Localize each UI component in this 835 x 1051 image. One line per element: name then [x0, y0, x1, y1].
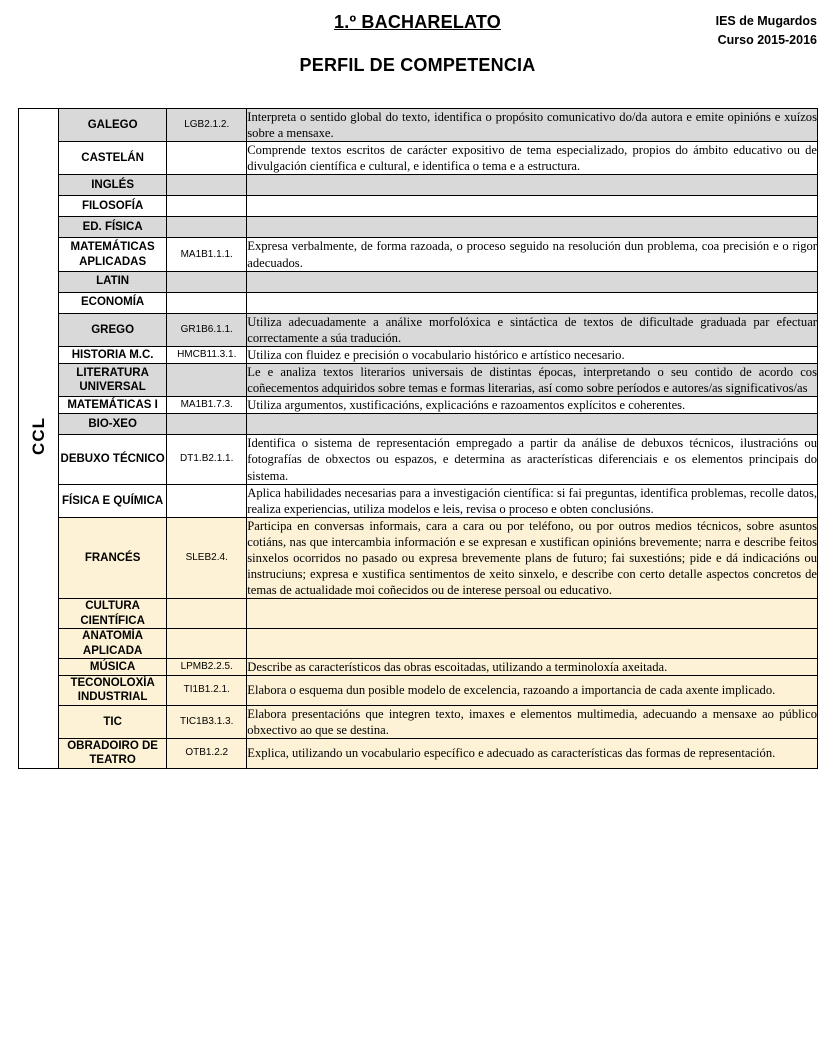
descriptor-cell: Utiliza argumentos, xustificacións, explicacións e razoamentos explícitos e coherentes.	[247, 397, 818, 414]
standard-code-cell: MA1B1.1.1.	[167, 238, 247, 271]
subject-cell: DEBUXO TÉCNICO	[59, 435, 167, 484]
standard-code-cell	[167, 484, 247, 517]
subject-cell: ECONOMÍA	[59, 292, 167, 313]
descriptor-cell: Describe as característicos das obras escoitadas, utilizando a terminoloxía axeitada.	[247, 658, 818, 675]
document-header	[0, 0, 835, 96]
descriptor-cell: Elabora o esquema dun posible modelo de excelencia, razoando a importancia de cada axente implicado.	[247, 676, 818, 706]
table-row	[19, 599, 818, 629]
table-row	[19, 517, 818, 599]
subject-cell: MÚSICA	[59, 658, 167, 675]
table-row	[19, 292, 818, 313]
standard-code-cell: HMCB11.3.1.	[167, 346, 247, 363]
table-row	[19, 346, 818, 363]
table-row	[19, 629, 818, 659]
subject-cell: GALEGO	[59, 109, 167, 142]
subject-cell: GREGO	[59, 313, 167, 346]
subject-cell: FÍSICA E QUÍMICA	[59, 484, 167, 517]
table-row	[19, 363, 818, 396]
standard-code-cell: GR1B6.1.1.	[167, 313, 247, 346]
standard-code-cell: TIC1B3.1.3.	[167, 705, 247, 738]
subject-cell: FILOSOFÍA	[59, 196, 167, 217]
descriptor-cell: Participa en conversas informais, cara a cara ou por teléfono, ou por outros medios técnicos, sobre asuntos cotiáns, nas que intercambia información e se expresan e xustifican opinións brevemente; narra e describe feitos sinxelos ocorridos no pasado ou expresa brevemente plans de futuro; fai suxestións; pide e dá indicacións ou instruciuns; expresa e xustifica sentimentos de xeito sinxelo, e describe con certo detalle aspectos concretos de temas de actualidade moi coñecidos ou de interese persoal ou educativo.	[247, 518, 817, 598]
subject-cell: ANATOMÍA APLICADA	[59, 629, 167, 659]
standard-code-cell	[167, 142, 247, 175]
standard-code-cell: OTB1.2.2	[167, 738, 247, 768]
standard-code-cell	[167, 414, 247, 435]
subject-cell: CULTURA CIENTÍFICA	[59, 599, 167, 629]
standard-code-cell	[167, 271, 247, 292]
subject-cell: ED. FÍSICA	[59, 217, 167, 238]
school-course: Curso 2015-2016	[717, 33, 817, 48]
subject-cell: FRANCÉS	[59, 517, 167, 599]
subject-cell: CASTELÁN	[59, 142, 167, 175]
descriptor-cell	[247, 196, 818, 217]
descriptor-cell: Expresa verbalmente, de forma razoada, o proceso seguido na resolución dun problema, coa precisión e o rigor adecuados.	[247, 239, 817, 270]
table-row	[19, 313, 818, 346]
descriptor-cell	[247, 599, 818, 629]
descriptor-cell: Le e analiza textos literarios universais de distintas épocas, interpretando o seu contido de acordo cos coñecementos adquiridos sobre temas e formas literarias, así como sobre períodos e autores/as significativos/as	[247, 364, 817, 396]
table-row	[19, 676, 818, 706]
competence-table	[18, 108, 818, 769]
subject-cell: MATEMÁTICAS I	[59, 397, 167, 414]
document-level	[0, 12, 835, 33]
subject-cell: BIO-XEO	[59, 414, 167, 435]
table-row	[19, 217, 818, 238]
standard-code-cell: LPMB2.2.5.	[167, 658, 247, 675]
page-title: PERFIL DE COMPETENCIA	[299, 55, 536, 75]
subject-cell: HISTORIA M.C.	[59, 346, 167, 363]
descriptor-cell: Comprende textos escritos de carácter expositivo de tema especializado, propios do ámbito educativo ou de divulgación científica e cultural, e identifica o tema e a estructura.	[247, 143, 817, 174]
table-row	[19, 142, 818, 175]
standard-code-cell: SLEB2.4.	[167, 517, 247, 599]
subject-cell: OBRADOIRO DE TEATRO	[59, 738, 167, 768]
standard-code-cell	[167, 629, 247, 659]
descriptor-cell	[247, 217, 818, 238]
table-row	[19, 738, 818, 768]
subject-cell: INGLÉS	[59, 175, 167, 196]
descriptor-cell: Interpreta o sentido global do texto, identifica o propósito comunicativo do/da autora e emite opinións e xuízos sobre a mensaxe.	[247, 110, 817, 141]
subject-cell: TECONOLOXÍA INDUSTRIAL	[59, 676, 167, 706]
subject-cell: TIC	[59, 705, 167, 738]
descriptor-cell: Explica, utilizando un vocabulario específico e adecuado as características das formas de representación.	[247, 738, 818, 768]
table-row	[19, 271, 818, 292]
table-row	[19, 238, 818, 271]
subject-cell: MATEMÁTICAS APLICADAS	[59, 238, 167, 271]
standard-code-cell	[167, 363, 247, 396]
descriptor-cell	[247, 175, 818, 196]
competence-cell	[19, 109, 59, 769]
table-row	[19, 435, 818, 484]
descriptor-cell	[247, 271, 818, 292]
standard-code-cell: MA1B1.7.3.	[167, 397, 247, 414]
table-row	[19, 397, 818, 414]
standard-code-cell	[167, 292, 247, 313]
table-row	[19, 484, 818, 517]
standard-code-cell	[167, 196, 247, 217]
descriptor-cell: Utiliza adecuadamente a análixe morfolóxica e sintáctica de textos de dificultade graduada par efectuar correctamente a súa tradución.	[247, 314, 817, 345]
table-row	[19, 414, 818, 435]
table-row	[19, 658, 818, 675]
standard-code-cell	[167, 175, 247, 196]
document-level-text: 1.º BACHARELATO	[334, 12, 501, 32]
descriptor-cell: Utiliza con fluidez e precisión o vocabulario histórico e artístico necesario.	[247, 346, 818, 363]
subject-cell: LITERATURA UNIVERSAL	[59, 363, 167, 396]
descriptor-cell: Identifica o sistema de representación empregado a partir da análise de debuxos técnicos, ilustracións ou fotografías de obxectos ou espazos, e determina as aracterísticas diferenciais e os elementos principais do sistema.	[247, 436, 817, 483]
standard-code-cell: DT1.B2.1.1.	[167, 435, 247, 484]
descriptor-cell: Aplica habilidades necesarias para a investigación científica: si fai preguntas, identifica problemas, recolle datos, realiza experiencias, utiliza modelos e leis, revisa o proceso e obten conclusións.	[247, 485, 817, 516]
subject-cell: LATIN	[59, 271, 167, 292]
descriptor-cell: Elabora presentacións que integren texto, imaxes e elementos multimedia, adecuando a mensaxe ao público obxectivo ao que se destina.	[247, 706, 817, 737]
descriptor-cell	[247, 414, 818, 435]
standard-code-cell	[167, 217, 247, 238]
competence-label: CCL	[28, 416, 48, 455]
table-row	[19, 175, 818, 196]
descriptor-cell	[247, 292, 818, 313]
competence-table-wrapper	[18, 108, 818, 769]
standard-code-cell: TI1B1.2.1.	[167, 676, 247, 706]
table-row	[19, 109, 818, 142]
descriptor-cell	[247, 629, 818, 659]
table-row	[19, 705, 818, 738]
table-row	[19, 196, 818, 217]
standard-code-cell: LGB2.1.2.	[167, 109, 247, 142]
school-name: IES de Mugardos	[715, 14, 817, 28]
standard-code-cell	[167, 599, 247, 629]
